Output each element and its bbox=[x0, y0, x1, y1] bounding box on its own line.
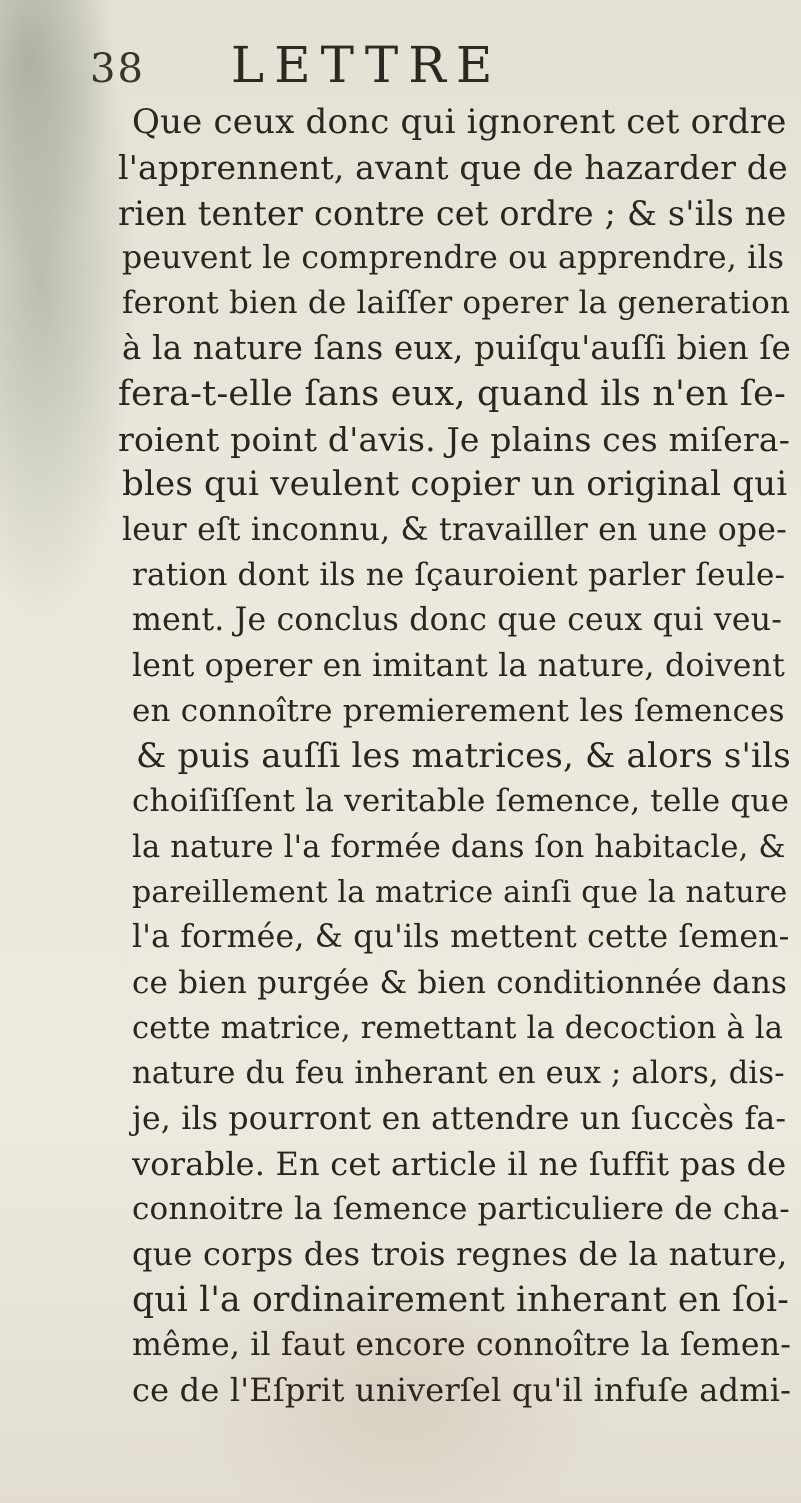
text-line: feront bien de laiſſer operer la generation bbox=[122, 285, 791, 322]
running-title: LETTRE bbox=[230, 36, 503, 94]
text-line: nature du feu inherant en eux ; alors, dis- bbox=[132, 1056, 785, 1092]
text-line: même, il faut encore connoître la ſemen- bbox=[132, 1327, 792, 1364]
text-line: Que ceux donc qui ignorent cet ordre bbox=[132, 102, 787, 142]
text-line: rien tenter contre cet ordre ; & s'ils ne bbox=[118, 193, 787, 233]
text-line: & puis auſſi les matrices, & alors s'ils bbox=[136, 736, 791, 777]
text-line: bles qui veulent copier un original qui bbox=[122, 464, 788, 505]
text-line: ment. Je conclus donc que ceux qui veu- bbox=[132, 602, 783, 639]
text-line: à la nature ſans eux, puiſqu'auſſi bien ſe bbox=[122, 329, 791, 368]
text-line: la nature l'a formée dans ſon habitacle, & bbox=[132, 829, 786, 865]
text-line: ce bien purgée & bien conditionnée dans bbox=[132, 964, 788, 1001]
page-number: 38 bbox=[90, 46, 145, 92]
text-line: pareillement la matrice ainſi que la nature bbox=[132, 875, 788, 911]
text-line: qui l'a ordinairement inherant en ſoi- bbox=[132, 1279, 790, 1320]
text-line: je, ils pourront en attendre un ſuccès fa- bbox=[132, 1100, 787, 1137]
text-line: roient point d'avis. Je plains ces miſera- bbox=[118, 420, 791, 460]
text-line: ration dont ils ne ſçauroient parler ſeule- bbox=[132, 556, 786, 593]
text-line: en connoître premierement les ſemences bbox=[132, 692, 785, 729]
text-line: l'apprennent, avant que de hazarder de bbox=[118, 148, 788, 188]
text-line: ce de l'Eſprit univerſel qu'il infuſe admi- bbox=[132, 1371, 792, 1410]
text-line: fera-t-elle ſans eux, quand ils n'en ſe- bbox=[118, 373, 787, 414]
body-text bbox=[118, 100, 790, 1414]
text-line: leur eſt inconnu, & travailler en une ope- bbox=[122, 511, 787, 548]
text-line: lent operer en imitant la nature, doivent bbox=[132, 647, 785, 684]
page-header bbox=[90, 36, 770, 96]
text-line: vorable. En cet article il ne ſuffit pas de bbox=[132, 1144, 787, 1183]
text-line: connoitre la ſemence particuliere de cha- bbox=[132, 1191, 790, 1228]
text-line: l'a formée, & qu'ils mettent cette ſemen- bbox=[132, 919, 790, 956]
text-line: peuvent le comprendre ou apprendre, ils bbox=[122, 239, 785, 276]
text-line: que corps des trois regnes de la nature, bbox=[132, 1235, 788, 1274]
text-line: choiſiſſent la veritable ſemence, telle que bbox=[132, 783, 790, 820]
text-line: cette matrice, remettant la decoction à la bbox=[132, 1010, 784, 1046]
